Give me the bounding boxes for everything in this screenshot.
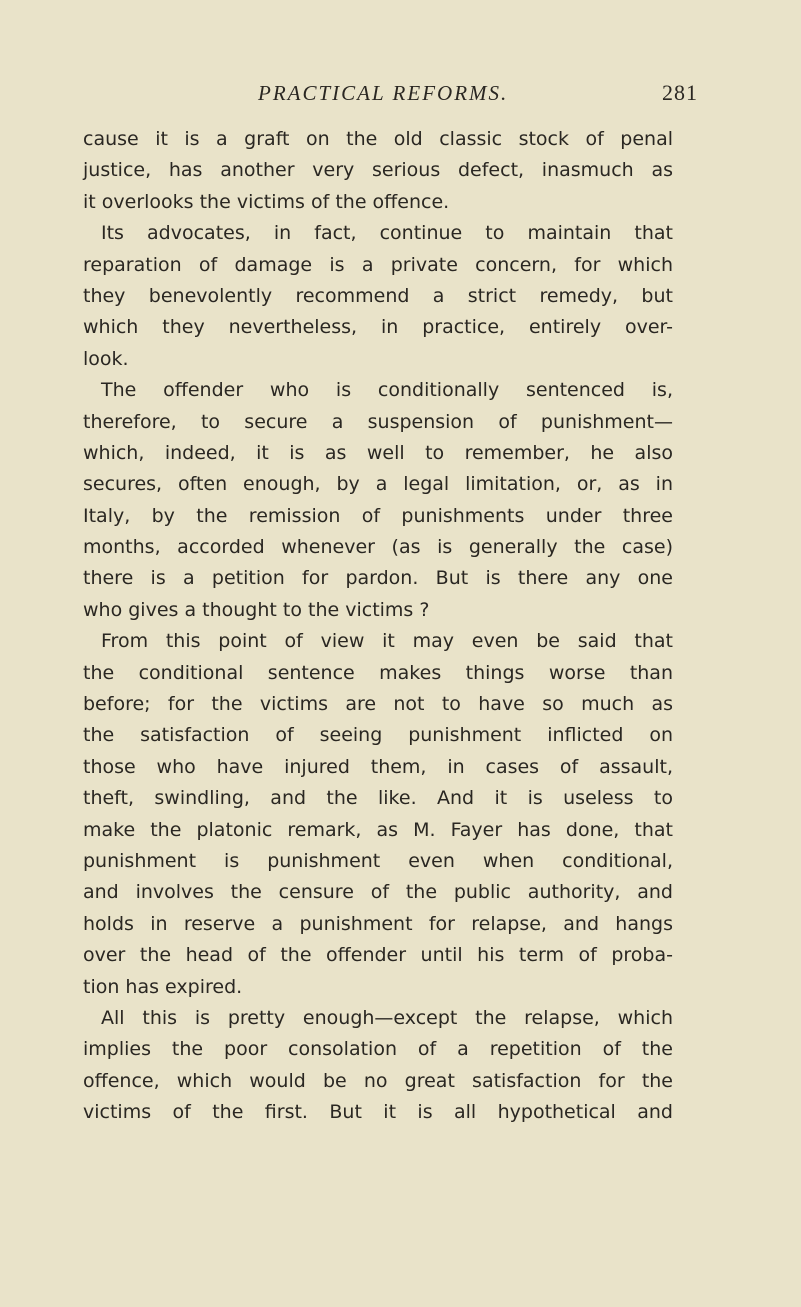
text-line: From this point of view it may even be said that xyxy=(101,630,673,653)
text-line: implies the poor consolation of a repetition of the xyxy=(83,1038,673,1061)
text-line: secures, often enough, by a legal limitation, or, as in xyxy=(83,473,673,496)
text-line: before; for the victims are not to have so much as xyxy=(83,693,673,716)
text-line: they benevolently recommend a strict remedy, but xyxy=(83,284,673,307)
text-line: who gives a thought to the victims ? xyxy=(83,598,430,621)
text-line: cause it is a graft on the old classic stock of penal xyxy=(83,128,673,150)
text-line: look. xyxy=(83,347,129,370)
text-line: months, accorded whenever (as is generally the case) xyxy=(83,536,673,559)
text-line: tion has expired. xyxy=(83,975,243,998)
text-line: justice, has another very serious defect, inasmuch as xyxy=(83,159,673,182)
text-line: offence, which would be no great satisfaction for the xyxy=(83,1069,673,1092)
body-text xyxy=(83,124,673,1129)
text-line: therefore, to secure a suspension of punishment— xyxy=(83,410,673,433)
text-line: it overlooks the victims of the offence. xyxy=(83,190,450,213)
text-line: the conditional sentence makes things worse than xyxy=(83,661,673,684)
text-line: The offender who is conditionally sentenced is, xyxy=(101,379,673,402)
text-line: those who have injured them, in cases of assault, xyxy=(83,755,673,778)
text-line: there is a petition for pardon. But is there any one xyxy=(83,567,673,590)
text-line: make the platonic remark, as M. Fayer has done, that xyxy=(83,818,673,841)
text-line: theft, swindling, and the like. And it is useless to xyxy=(83,787,673,810)
text-line: which they nevertheless, in practice, entirely over- xyxy=(83,316,673,339)
page-number: 281 xyxy=(662,80,698,105)
text-line: which, indeed, it is as well to remember, he also xyxy=(83,441,673,464)
page-header xyxy=(258,76,698,110)
text-line: reparation of damage is a private concern, for which xyxy=(83,253,673,276)
text-line: the satisfaction of seeing punishment inflicted on xyxy=(83,724,673,747)
text-line: holds in reserve a punishment for relapse, and hangs xyxy=(83,912,673,935)
text-line: and involves the censure of the public authority, and xyxy=(83,881,673,904)
text-line: victims of the first. But it is all hypothetical and xyxy=(83,1101,673,1124)
text-line: over the head of the offender until his term of proba- xyxy=(83,944,673,967)
text-line: All this is pretty enough—except the relapse, which xyxy=(101,1006,673,1029)
text-line: punishment is punishment even when conditional, xyxy=(83,849,673,872)
text-line: Italy, by the remission of punishments under three xyxy=(83,504,673,527)
text-line: Its advocates, in fact, continue to maintain that xyxy=(101,222,673,245)
running-head: PRACTICAL REFORMS. xyxy=(258,81,509,105)
